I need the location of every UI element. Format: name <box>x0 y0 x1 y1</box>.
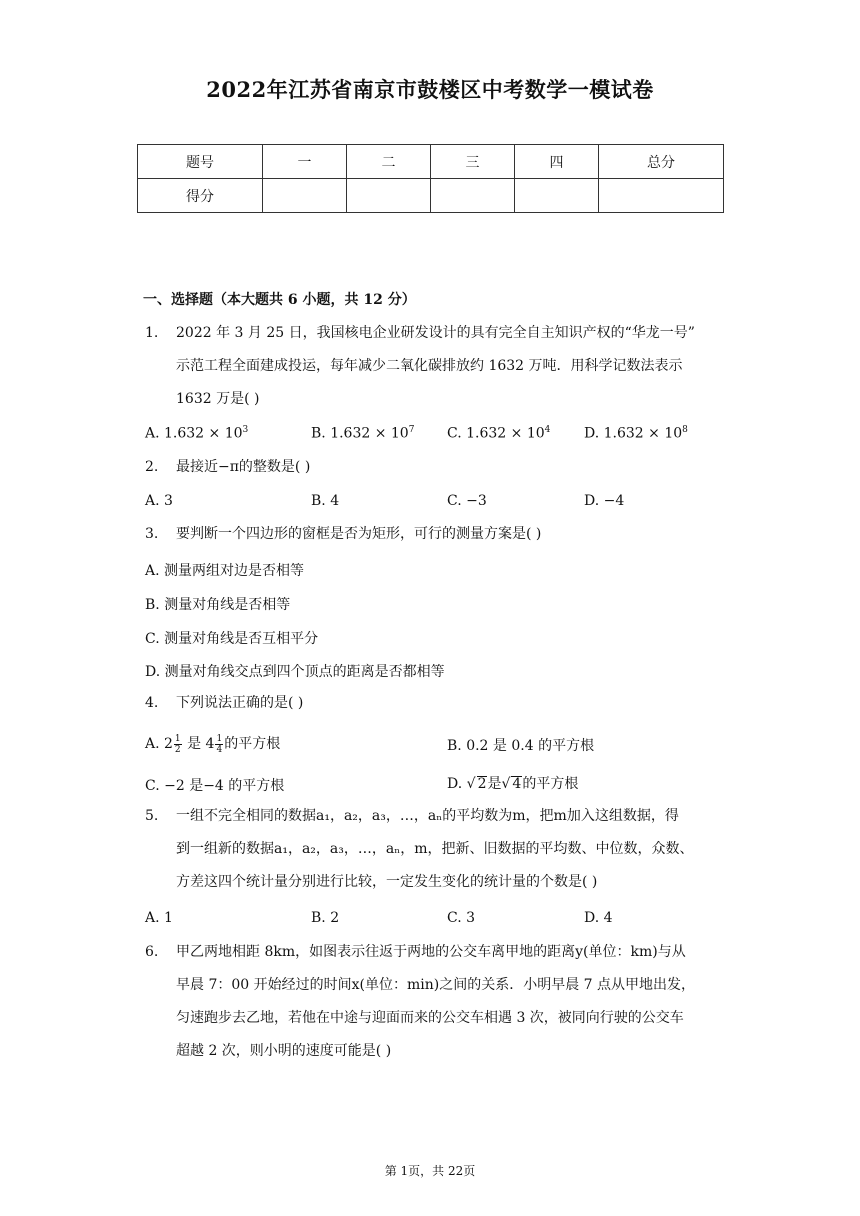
score-table <box>137 144 724 213</box>
option-d: D. 测量对角线交点到四个顶点的距离是否都相等 <box>145 664 445 680</box>
section-heading: 一、选择题（本大题共 6 小题，共 12 分） <box>143 292 416 308</box>
table-cell <box>599 179 724 213</box>
option-b: B. 0.2 是 0.4 的平方根 <box>447 738 595 754</box>
table-cell <box>347 179 431 213</box>
option-a: A. 1 <box>145 910 173 926</box>
option-d: D. 4 <box>584 910 613 926</box>
table-row <box>138 179 724 213</box>
option-a: A. 2 $\frac{1}{2}$ 是 4 $\frac{1}{4}$ 的平方根 <box>145 733 281 755</box>
option-d: D. $1.632 \times 10^8$ <box>584 425 688 442</box>
question-line: 示范工程全面建成投运，每年减少二氧化碳排放约 1632 万吨．用科学记数法表示 <box>176 358 683 374</box>
table-cell: 二 <box>347 145 431 179</box>
question-line: 一组不完全相同的数据a₁，a₂，a₃，…，aₙ的平均数为m，把m加入这组数据，得 <box>176 808 679 824</box>
table-cell <box>515 179 599 213</box>
question-number: 6. <box>145 944 159 960</box>
option-d: D. −4 <box>584 493 625 509</box>
question-2 <box>145 451 745 484</box>
table-cell: 总分 <box>599 145 724 179</box>
question-number: 4. <box>145 695 159 711</box>
option-c: C. −2 是−4 的平方根 <box>145 778 285 794</box>
table-cell <box>431 179 515 213</box>
option-b: B. 2 <box>311 910 340 926</box>
table-cell: 四 <box>515 145 599 179</box>
question-3 <box>145 518 745 551</box>
question-5 <box>145 800 745 899</box>
table-cell: 三 <box>431 145 515 179</box>
question-number: 3. <box>145 526 159 542</box>
question-line: 早晨 7：00 开始经过的时间x(单位：min)之间的关系．小明早晨 7 点从甲地出发， <box>176 977 696 993</box>
question-text <box>176 317 736 416</box>
question-line: 匀速跑步去乙地，若他在中途与迎面而来的公交车相遇 3 次，被同向行驶的公交车 <box>176 1010 684 1026</box>
question-text: 最接近−π的整数是( ) <box>176 459 311 475</box>
option-c: C. −3 <box>447 493 487 509</box>
question-text: 要判断一个四边形的窗框是否为矩形，可行的测量方案是( ) <box>176 526 542 542</box>
option-d: D. √ 2是√ 4的平方根 <box>447 776 579 792</box>
option-b: B. 4 <box>311 493 340 509</box>
question-6 <box>145 936 745 1068</box>
table-cell: 一 <box>263 145 347 179</box>
table-cell: 得分 <box>138 179 263 213</box>
question-line: 1632 万是( ) <box>176 391 260 407</box>
question-text <box>176 936 736 1068</box>
question-text: 下列说法正确的是( ) <box>176 695 304 711</box>
page-title: 2022年江苏省南京市鼓楼区中考数学一模试卷 <box>206 77 654 102</box>
question-number: 1. <box>145 325 159 341</box>
option-a: A. 3 <box>145 493 173 509</box>
option-c: C. 3 <box>447 910 476 926</box>
option-a: A. $1.632 \times 10^3$ <box>145 425 249 442</box>
table-row <box>138 145 724 179</box>
question-number: 5. <box>145 808 159 824</box>
question-line: 甲乙两地相距 8km，如图表示往返于两地的公交车离甲地的距离y(单位：km)与从 <box>176 944 686 960</box>
question-text <box>176 800 736 899</box>
option-a: A. 测量两组对边是否相等 <box>145 563 305 579</box>
table-cell: 题号 <box>138 145 263 179</box>
option-c: C. 测量对角线是否互相平分 <box>145 631 319 647</box>
question-4 <box>145 687 745 720</box>
table-cell <box>263 179 347 213</box>
option-b: B. 测量对角线是否相等 <box>145 597 291 613</box>
page-footer: 第 1页，共 22页 <box>384 1164 476 1178</box>
question-line: 到一组新的数据a₁，a₂，a₃，…，aₙ，m，把新、旧数据的平均数、中位数，众数、 <box>176 841 694 857</box>
question-line: 2022 年 3 月 25 日，我国核电企业研发设计的具有完全自主知识产权的“华龙一号” <box>176 325 695 341</box>
question-line: 方差这四个统计量分别进行比较，一定发生变化的统计量的个数是( ) <box>176 874 598 890</box>
question-line: 超越 2 次，则小明的速度可能是( ) <box>176 1043 392 1059</box>
option-b: B. $1.632 \times 10^7$ <box>311 425 415 442</box>
option-c: C. $1.632 \times 10^4$ <box>447 425 551 442</box>
question-number: 2. <box>145 459 159 475</box>
question-1 <box>145 317 745 416</box>
